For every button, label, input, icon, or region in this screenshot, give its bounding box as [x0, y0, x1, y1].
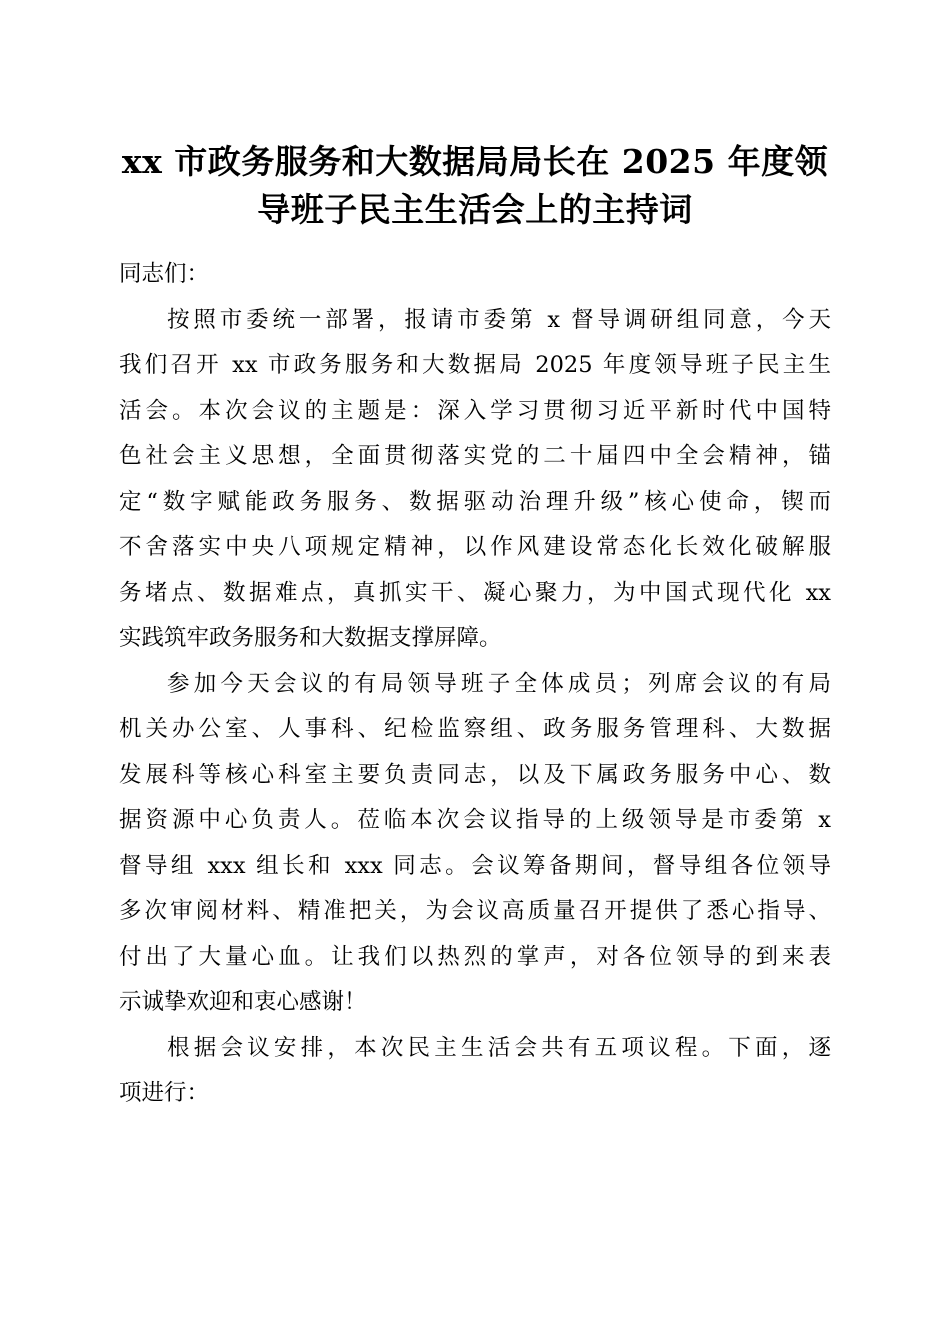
paragraph-line: 色社会主义思想，全面贯彻落实党的二十届四中全会精神，锚 [119, 443, 831, 469]
paragraph-opening [119, 298, 831, 662]
paragraph-line: 项进行： [119, 1080, 210, 1106]
paragraph-line: 据资源中心负责人。莅临本次会议指导的上级领导是市委第 x [119, 807, 831, 833]
paragraph-line: 参加今天会议的有局领导班子全体成员；列席会议的有局 [167, 670, 831, 697]
paragraph-line: 按照市委统一部署，报请市委第 x 督导调研组同意，今天 [167, 306, 831, 333]
document-body [119, 252, 831, 1117]
title-line: xx 市政务服务和大数据局局长在 2025 年度领 [121, 142, 829, 181]
paragraph-line: 付出了大量心血。让我们以热烈的掌声，对各位领导的到来表 [119, 943, 831, 970]
paragraph-line: 定“数字赋能政务服务、数据驱动治理升级”核心使命，锲而 [119, 488, 831, 515]
paragraph-line: 发展科等核心科室主要负责同志，以及下属政务服务中心、数 [119, 761, 831, 788]
paragraph-line: 实践筑牢政务服务和大数据支撑屏障。 [119, 625, 502, 651]
paragraph-line: 不舍落实中央八项规定精神，以作风建设常态化长效化破解服 [119, 534, 831, 560]
paragraph-line: 机关办公室、人事科、纪检监察组、政务服务管理科、大数据 [119, 716, 831, 742]
paragraph-attendees [119, 662, 831, 1026]
salutation [119, 252, 831, 298]
paragraph-line: 示诚挚欢迎和衷心感谢！ [119, 989, 367, 1015]
paragraph-line: 务堵点、数据难点，真抓实干、凝心聚力，为中国式现代化 xx [119, 579, 831, 606]
salutation-text: 同志们： [119, 261, 210, 287]
paragraph-line: 多次审阅材料、精准把关，为会议高质量召开提供了悉心指导、 [119, 898, 831, 924]
title-line: 导班子民主生活会上的主持词 [257, 190, 693, 229]
paragraph-line: 活会。本次会议的主题是：深入学习贯彻习近平新时代中国特 [119, 397, 831, 424]
paragraph-agenda [119, 1026, 831, 1117]
paragraph-line: 根据会议安排，本次民主生活会共有五项议程。下面，逐 [167, 1034, 831, 1061]
paragraph-line: 我们召开 xx 市政务服务和大数据局 2025 年度领导班子民主生 [119, 352, 831, 378]
paragraph-line: 督导组 xxx 组长和 xxx 同志。会议筹备期间，督导组各位领导 [119, 852, 831, 879]
document-title [110, 138, 840, 234]
